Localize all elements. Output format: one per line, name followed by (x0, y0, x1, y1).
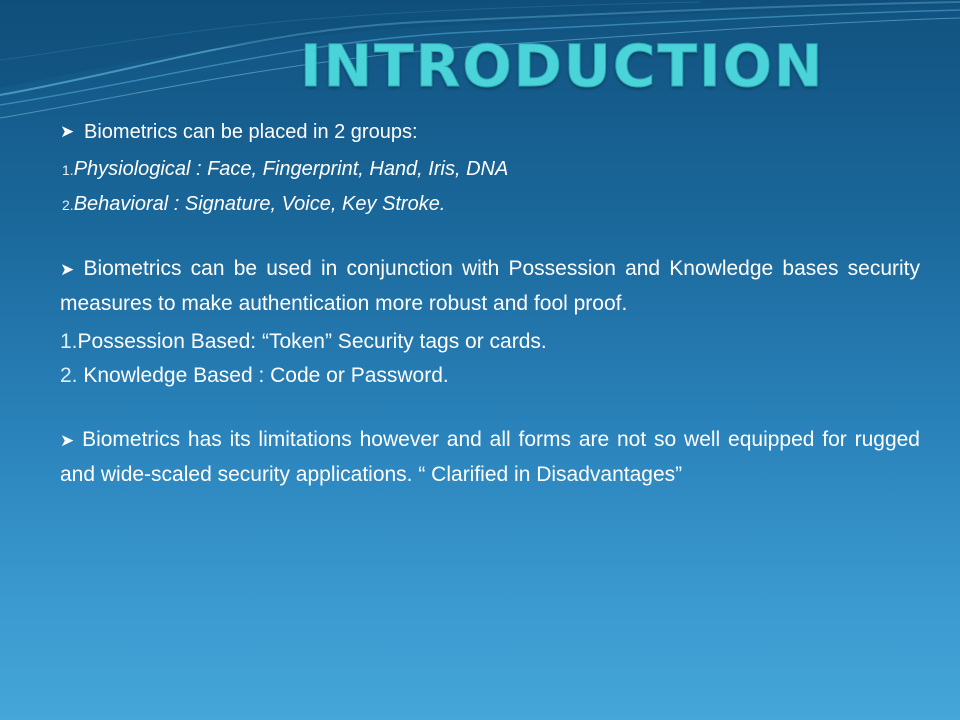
list-item-knowledge (60, 359, 920, 393)
bullet-1 (60, 116, 920, 148)
list-marker: 2. (62, 197, 74, 213)
list-item-behavioral (62, 187, 920, 222)
bullet-1-text: Biometrics can be placed in 2 groups: (84, 121, 418, 143)
list-marker: 2. (60, 364, 78, 387)
slide-title: INTRODUCTION (300, 32, 825, 100)
list-item-text: Physiological : Face, Fingerprint, Hand, Iris, DNA (73, 158, 509, 180)
bullet-2-text: Biometrics can be used in conjunction with Possession and Knowledge bases security measures to make authentication more robust and fool proof. (60, 257, 920, 315)
slide-body (60, 110, 920, 492)
bullet-2 (60, 252, 920, 321)
list-item-text: Possession Based: “Token” Security tags or cards. (77, 330, 547, 353)
list-item-text: Knowledge Based : Code or Password. (77, 364, 449, 387)
arrow-bullet-icon: ➤ (60, 260, 75, 279)
list-item-physiological (62, 152, 920, 187)
list-item-text: Behavioral : Signature, Voice, Key Stroke. (73, 193, 446, 215)
list-item-possession (60, 325, 920, 359)
arrow-bullet-icon: ➤ (60, 431, 75, 450)
arrow-bullet-icon: ➤ (60, 122, 75, 141)
bullet-3-text: Biometrics has its limitations however and all forms are not so well equipped for rugged and wide-scaled security applications. “ Clarified in Disadvantages” (60, 428, 920, 486)
list-marker: 1. (60, 330, 78, 353)
bullet-3 (60, 423, 920, 492)
list-marker: 1. (62, 162, 74, 178)
